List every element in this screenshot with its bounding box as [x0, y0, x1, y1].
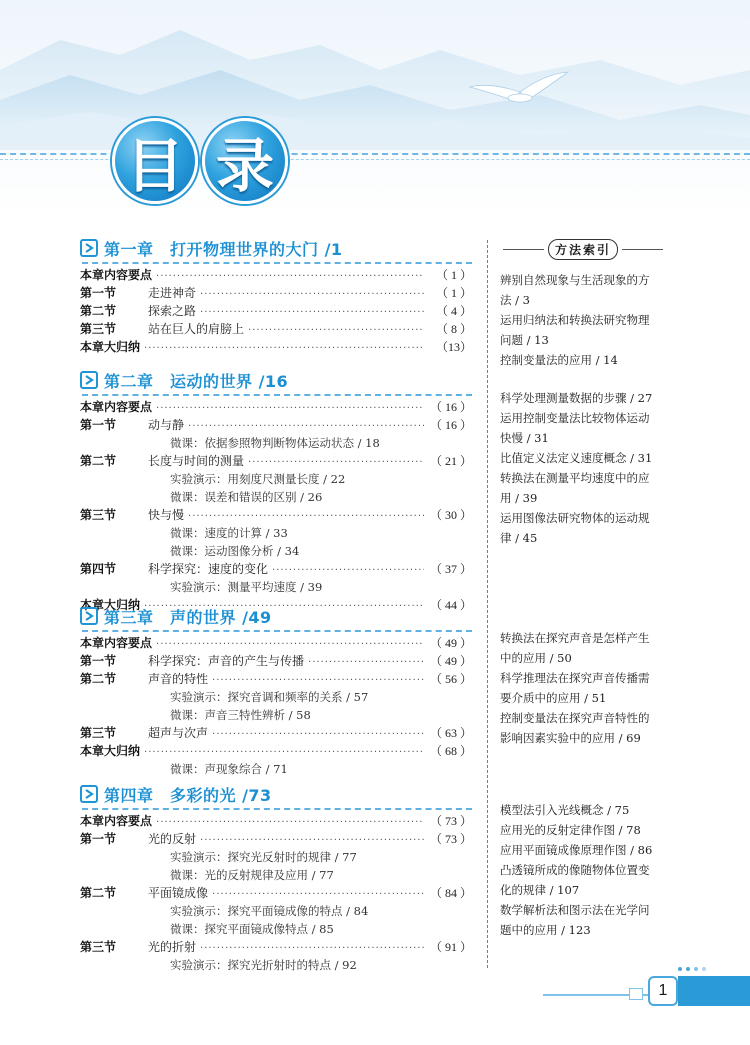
page-ref: （ 73 ）	[429, 814, 472, 828]
page-ref: （ 16 ）	[429, 400, 472, 414]
method-index-line: 辨别自然现象与生活现象的方	[500, 273, 650, 287]
method-index-title: 方法索引	[548, 239, 618, 260]
section-number: 第三节	[80, 508, 117, 522]
method-group-4	[500, 800, 678, 940]
page-ref: （ 49 ）	[429, 654, 472, 668]
entry-label: 本章内容要点	[80, 814, 153, 828]
toc-entry[interactable]	[80, 398, 472, 416]
chapter-rule	[82, 808, 472, 810]
method-index-line: 影响因素实验中的应用 / 69	[500, 731, 641, 745]
section-name: 走进神奇	[148, 286, 197, 300]
page-ref: （ 56 ）	[429, 672, 472, 686]
section-name: 科学探究：速度的变化	[148, 562, 269, 576]
toc-subentry[interactable]: 实验演示：探究平面镜成像的特点 / 84	[170, 904, 369, 918]
method-index-line: 律 / 45	[500, 531, 538, 545]
decorative-dots	[677, 966, 737, 972]
page-ref: （ 44 ）	[429, 598, 472, 612]
method-group-1	[500, 270, 678, 370]
section-name: 平面镜成像	[148, 886, 209, 900]
chevron-right-icon	[80, 239, 98, 257]
header-rule	[503, 249, 544, 250]
leader-dots	[200, 940, 424, 958]
chapter-heading[interactable]	[80, 780, 472, 808]
entry-label: 本章内容要点	[80, 636, 153, 650]
method-index-line: 应用平面镜成像原理作图 / 86	[500, 843, 653, 857]
page-ref: （ 73 ）	[429, 832, 472, 846]
entry-label: 本章内容要点	[80, 400, 153, 414]
page-title	[112, 118, 288, 210]
section-number: 第三节	[80, 322, 117, 336]
method-index-line: 科学推理法在探究声音传播需	[500, 671, 650, 685]
page-tab-bar	[678, 976, 750, 1006]
toc-subentry[interactable]: 实验演示：测量平均速度 / 39	[170, 580, 323, 594]
method-index-line: 控制变量法的应用 / 14	[500, 353, 618, 367]
method-index-line: 转换法在测量平均速度中的应	[500, 471, 650, 485]
section-number: 第三节	[80, 726, 117, 740]
page-ref: （ 16 ）	[429, 418, 472, 432]
method-index-line: 要介质中的应用 / 51	[500, 691, 607, 705]
chapter-block	[80, 602, 472, 778]
method-index-line: 法 / 3	[500, 293, 531, 307]
method-index-line: 运用归纳法和转换法研究物理	[500, 313, 650, 327]
toc-entry[interactable]	[80, 266, 472, 284]
method-group-3	[500, 628, 678, 748]
leader-dots	[188, 418, 424, 436]
method-index-line: 转换法在探究声音是怎样产生	[500, 631, 650, 645]
chapter-rule	[82, 630, 472, 632]
toc-subentry[interactable]: 微课：声现象综合 / 71	[170, 762, 288, 776]
toc-subentry[interactable]: 微课：速度的计算 / 33	[170, 526, 288, 540]
method-index-line: 凸透镜所成的像随物体位置变	[500, 863, 650, 877]
chevron-right-icon	[80, 785, 98, 803]
section-number: 第一节	[80, 418, 117, 432]
chevron-right-icon	[80, 607, 98, 625]
toc-subentry[interactable]: 微课：运动图像分析 / 34	[170, 544, 300, 558]
chapter-rule	[82, 262, 472, 264]
section-name: 科学探究：声音的产生与传播	[148, 654, 305, 668]
page-number: 1	[648, 976, 678, 1006]
toc-subentry[interactable]: 微课：误差和错误的区别 / 26	[170, 490, 323, 504]
entry-label: 本章大归纳	[80, 744, 141, 758]
toc-entry[interactable]	[80, 742, 472, 760]
chapter-rule	[82, 394, 472, 396]
section-number: 第四节	[80, 562, 117, 576]
leader-dots	[188, 508, 424, 526]
toc-subentry[interactable]: 实验演示：探究光折射时的特点 / 92	[170, 958, 357, 972]
title-char: 目	[112, 118, 198, 204]
method-index-line: 用 / 39	[500, 491, 538, 505]
page-ref: （ 68 ）	[429, 744, 472, 758]
page-ref: （13）	[435, 340, 472, 354]
page-ref: （ 91 ）	[429, 940, 472, 954]
column-divider	[487, 240, 488, 968]
leader-dots	[272, 562, 424, 580]
toc-subentry[interactable]: 微课：声音三特性辨析 / 58	[170, 708, 311, 722]
section-name: 动与静	[148, 418, 185, 432]
section-name: 超声与次声	[148, 726, 209, 740]
method-index-line: 数学解析法和图示法在光学问	[500, 903, 650, 917]
entry-label: 本章内容要点	[80, 268, 153, 282]
method-group-2	[500, 388, 678, 548]
toc-entry[interactable]	[80, 320, 472, 338]
section-name: 光的折射	[148, 940, 197, 954]
page-ref: （ 1 ）	[435, 286, 472, 300]
page-ref: （ 63 ）	[429, 726, 472, 740]
method-index-line: 科学处理测量数据的步骤 / 27	[500, 391, 653, 405]
toc-entry[interactable]	[80, 560, 472, 578]
toc-subentry[interactable]: 微课：探究平面镜成像特点 / 85	[170, 922, 334, 936]
toc-subentry[interactable]: 微课：光的反射规律及应用 / 77	[170, 868, 334, 882]
page-ref: （ 1 ）	[435, 268, 472, 282]
leader-dots	[200, 832, 424, 850]
method-index-line: 运用图像法研究物体的运动规	[500, 511, 650, 525]
section-number: 第一节	[80, 286, 117, 300]
page-ref: （ 21 ）	[429, 454, 472, 468]
section-number: 第二节	[80, 454, 117, 468]
page-ref: （ 30 ）	[429, 508, 472, 522]
chapter-title: 第四章 多彩的光 /73	[104, 785, 272, 805]
leader-dots	[212, 886, 424, 904]
section-name: 站在巨人的肩膀上	[148, 322, 245, 336]
toc-entry[interactable]	[80, 416, 472, 434]
page-header	[0, 0, 750, 215]
header-rule	[622, 249, 663, 250]
section-name: 探索之路	[148, 304, 197, 318]
method-index-line: 问题 / 13	[500, 333, 549, 347]
toc-entry[interactable]	[80, 670, 472, 688]
section-number: 第二节	[80, 672, 117, 686]
toc-entry[interactable]	[80, 452, 472, 470]
toc-entry[interactable]	[80, 724, 472, 742]
leader-dots	[144, 744, 424, 762]
chapter-title: 第三章 声的世界 /49	[104, 607, 272, 627]
toc-subentry[interactable]: 微课：依据参照物判断物体运动状态 / 18	[170, 436, 380, 450]
method-index-line: 运用控制变量法比较物体运动	[500, 411, 650, 425]
chapter-title: 第二章 运动的世界 /16	[104, 371, 289, 391]
chapter-block	[80, 234, 472, 356]
entry-label: 本章大归纳	[80, 598, 141, 612]
section-number: 第三节	[80, 940, 117, 954]
section-name: 声音的特性	[148, 672, 209, 686]
toc-entry[interactable]	[80, 284, 472, 302]
page-ref: （ 4 ）	[435, 304, 472, 318]
method-index-line: 模型法引入光线概念 / 75	[500, 803, 630, 817]
section-number: 第一节	[80, 832, 117, 846]
leader-dots	[212, 672, 424, 690]
toc-subentry[interactable]: 实验演示：探究音调和频率的关系 / 57	[170, 690, 369, 704]
title-char: 录	[202, 118, 288, 204]
toc-entry[interactable]	[80, 652, 472, 670]
page-ref: （ 84 ）	[429, 886, 472, 900]
section-name: 快与慢	[148, 508, 185, 522]
entry-label: 本章大归纳	[80, 340, 141, 354]
method-index-line: 快慢 / 31	[500, 431, 549, 445]
chapter-heading[interactable]	[80, 602, 472, 630]
page-ref: （ 8 ）	[435, 322, 472, 336]
chapter-block	[80, 780, 472, 974]
method-index-line: 比值定义法定义速度概念 / 31	[500, 451, 653, 465]
method-index-line: 控制变量法在探究声音特性的	[500, 711, 650, 725]
toc-entry[interactable]	[80, 634, 472, 652]
toc-subentry[interactable]: 实验演示：用刻度尺测量长度 / 22	[170, 472, 346, 486]
method-index-header	[503, 238, 663, 260]
toc-entry[interactable]	[80, 302, 472, 320]
toc-entry[interactable]	[80, 812, 472, 830]
toc-entry[interactable]	[80, 506, 472, 524]
toc-entry[interactable]	[80, 884, 472, 902]
method-index-line: 化的规律 / 107	[500, 883, 580, 897]
method-index-line: 中的应用 / 50	[500, 651, 572, 665]
chapter-heading[interactable]	[80, 234, 472, 262]
toc-entry[interactable]	[80, 938, 472, 956]
chevron-right-icon	[80, 371, 98, 389]
chapter-heading[interactable]	[80, 366, 472, 394]
section-number: 第二节	[80, 304, 117, 318]
section-number: 第二节	[80, 886, 117, 900]
toc-subentry[interactable]: 实验演示：探究光反射时的规律 / 77	[170, 850, 357, 864]
page-ref: （ 49 ）	[429, 636, 472, 650]
toc-entry[interactable]	[80, 338, 472, 356]
section-name: 光的反射	[148, 832, 197, 846]
method-index-line: 应用光的反射定律作图 / 78	[500, 823, 641, 837]
leader-dots	[248, 454, 424, 472]
method-index-line: 题中的应用 / 123	[500, 923, 591, 937]
toc-entry[interactable]	[80, 830, 472, 848]
chapter-block	[80, 366, 472, 614]
page-ref: （ 37 ）	[429, 562, 472, 576]
footer-box	[629, 988, 643, 1000]
chapter-title: 第一章 打开物理世界的大门 /1	[104, 239, 343, 259]
section-number: 第一节	[80, 654, 117, 668]
leader-dots	[144, 340, 424, 358]
section-name: 长度与时间的测量	[148, 454, 245, 468]
footer-rule	[543, 994, 663, 996]
